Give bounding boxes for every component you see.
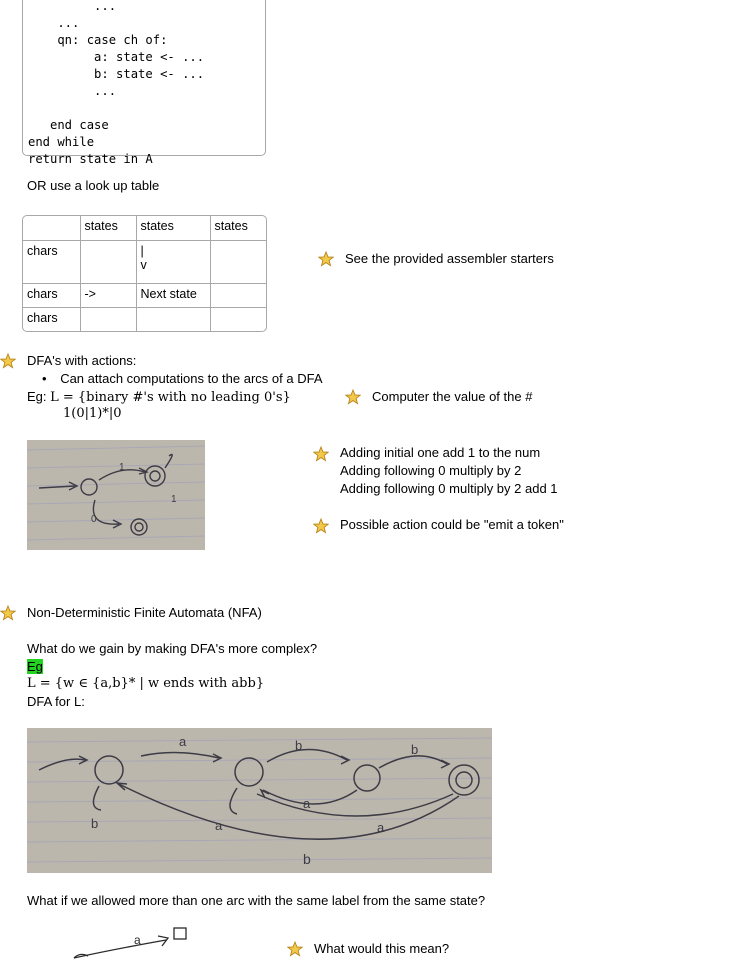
- dfa-ends-abb-sketch: [27, 728, 492, 873]
- code-block: [22, 0, 266, 166]
- row-label: chars: [23, 240, 80, 283]
- header-cell: states: [80, 216, 136, 240]
- arc-label: a: [377, 820, 385, 835]
- lookup-table: states states states chars | v chars -> Next state chars: [22, 215, 267, 332]
- code-text: ... ... qn: case ch of: a: state <- ... b: state <- ... ... end case end while return state in A: [28, 0, 205, 166]
- note-assembler: See the provided assembler starters: [345, 251, 554, 266]
- arc-label: a: [303, 796, 311, 811]
- star-icon: [0, 605, 16, 621]
- arc-label: a: [179, 734, 187, 749]
- bullet-item: • Can attach computations to the arcs of a DFA: [42, 371, 323, 386]
- dfa-for-label: DFA for L:: [27, 694, 85, 709]
- sketch-svg: [27, 440, 205, 550]
- arrow-head: v: [140, 257, 147, 272]
- star-icon: [313, 518, 329, 534]
- action-list: [340, 444, 558, 498]
- nfa-title: Non-Deterministic Finite Automata (NFA): [27, 605, 262, 620]
- row-label: chars: [23, 307, 80, 331]
- star-icon: [0, 353, 16, 369]
- header-cell: states: [136, 216, 210, 240]
- question-complex: What do we gain by making DFA's more complex?: [27, 641, 318, 656]
- multi-arc-sketch: [70, 924, 200, 960]
- arc-label: b: [91, 816, 99, 831]
- question-multi-arc: What if we allowed more than one arc with the same label from the same state?: [27, 893, 486, 908]
- arc-label: b: [411, 742, 419, 757]
- star-icon: [313, 446, 329, 462]
- arc-label: a: [215, 818, 223, 833]
- eg-regex: 1(0|1)*|0: [63, 406, 122, 421]
- action-line: Adding initial one add 1 to the num: [340, 445, 541, 460]
- arrow-shaft: |: [140, 243, 144, 258]
- note-emit-token: Possible action could be "emit a token": [340, 517, 564, 532]
- star-icon: [287, 941, 303, 957]
- header-cell: states: [210, 216, 266, 240]
- arc-label: a: [134, 933, 141, 947]
- arc-label: 1: [119, 462, 125, 473]
- bullet-dot: •: [42, 371, 47, 386]
- eg-language: Eg: L = {binary #'s with no leading 0's}: [27, 389, 291, 405]
- row-label: chars: [23, 283, 80, 307]
- eg-highlight: Eg: [27, 659, 43, 674]
- sketch-svg: [27, 728, 492, 873]
- action-line: Adding following 0 multiply by 2 add 1: [340, 481, 558, 496]
- arc-label: b: [295, 738, 303, 753]
- note-compute: Computer the value of the #: [372, 389, 533, 404]
- lookup-intro: OR use a look up table: [27, 178, 160, 193]
- question-what-mean: What would this mean?: [314, 941, 450, 956]
- dfa-actions-title: DFA's with actions:: [27, 353, 137, 368]
- arc-label: 0: [91, 514, 97, 525]
- arc-label: 1: [171, 494, 177, 505]
- nfa-language: L = {w ∈ {a,b}* | w ends with abb}: [27, 676, 265, 691]
- star-icon: [318, 251, 334, 267]
- dfa-actions-sketch: [27, 440, 205, 550]
- action-line: Adding following 0 multiply by 2: [340, 463, 522, 478]
- arc-label: b: [303, 851, 311, 867]
- star-icon: [345, 389, 361, 405]
